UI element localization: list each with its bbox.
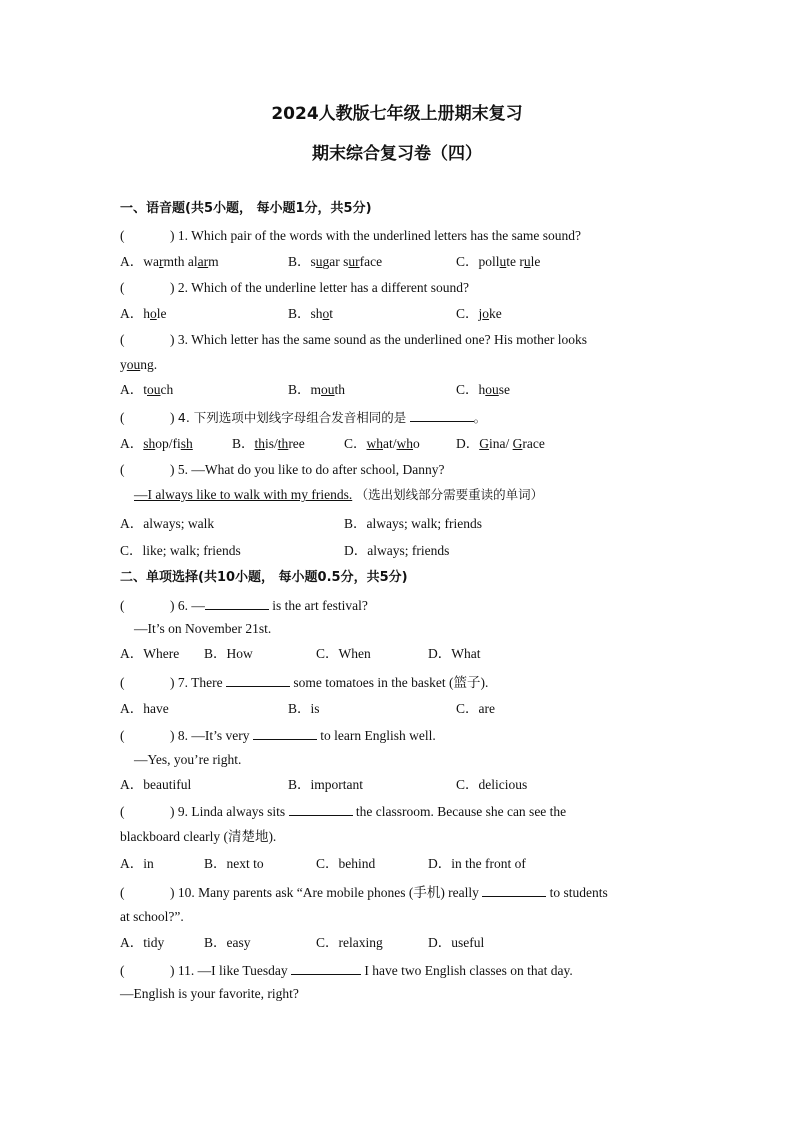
option-b: B．mouth [288, 382, 346, 397]
section-heading-single-choice: 二、单项选择(共10小题， 每小题0.5分，共5分) [120, 570, 408, 585]
answer-blank[interactable] [482, 883, 546, 897]
instruction-note: （选出划线部分需要重读的单词） [355, 487, 544, 502]
option-d: D．always; friends [344, 543, 450, 558]
question-6: ( ) 6. — is the art festival? [120, 598, 368, 613]
option-c: C．like; walk; friends [120, 543, 241, 558]
answer-paren-close: ) [170, 228, 175, 243]
question-6-reply: —It’s on November 21st. [134, 621, 272, 636]
option-d: D．What [428, 646, 481, 661]
option-b: B．is [288, 701, 320, 716]
question-11-reply: —English is your favorite, right? [120, 986, 299, 1001]
option-c: C．joke [456, 306, 502, 321]
option-c: C．behind [316, 856, 376, 871]
option-c: C．delicious [456, 777, 528, 792]
question-5: ( ) 5. —What do you like to do after school, Danny? [120, 462, 445, 477]
option-a: A．Where [120, 646, 180, 661]
option-a: A．in [120, 856, 154, 871]
question-10: ( ) 10. Many parents ask “Are mobile phones (手机) really to students [120, 885, 608, 900]
option-c: C．pollute rule [456, 254, 541, 269]
question-stem: 5. —What do you like to do after school, Danny? [177, 462, 445, 477]
question-stem: 1. Which pair of the words with the underlined letters has the same sound? [177, 228, 582, 243]
option-a: A．shop/fish [120, 436, 193, 451]
question-10-continuation: at school?”. [120, 909, 184, 924]
question-9-continuation: blackboard clearly (清楚地). [120, 829, 277, 844]
answer-blank[interactable] [253, 726, 317, 740]
option-c: C．relaxing [316, 935, 383, 950]
question-stem: 3. Which letter has the same sound as the underlined one? His mother looks [177, 332, 588, 347]
option-d: D．Gina/ Grace [456, 436, 545, 451]
document-subtitle: 期末综合复习卷（四） [312, 144, 482, 164]
option-b: B．easy [204, 935, 251, 950]
question-11: ( ) 11. —I like Tuesday I have two English classes on that day. [120, 963, 573, 978]
question-4: ( ) 4. 下列选项中划线字母组合发音相同的是 。 [120, 410, 487, 425]
question-3: ( ) 3. Which letter has the same sound as the underlined one? His mother looks [120, 332, 588, 347]
question-3-continuation: young. [120, 357, 158, 372]
option-a: A．touch [120, 382, 174, 397]
answer-blank[interactable] [291, 961, 361, 975]
question-7: ( ) 7. There some tomatoes in the basket (篮子). [120, 675, 489, 690]
option-a: A．beautiful [120, 777, 192, 792]
underlined-sentence: —I always like to walk with my friends. [134, 487, 353, 502]
option-d: D．useful [428, 935, 485, 950]
option-a: A．warmth alarm [120, 254, 219, 269]
option-c: C．are [456, 701, 495, 716]
option-b: B．sugar surface [288, 254, 383, 269]
question-stem: 4. 下列选项中划线字母组合发音相同的是 [177, 410, 407, 425]
option-a: A．always; walk [120, 516, 215, 531]
option-b: B．How [204, 646, 253, 661]
option-b: B．next to [204, 856, 264, 871]
question-8-reply: —Yes, you’re right. [134, 752, 242, 767]
option-d: D．in the front of [428, 856, 526, 871]
option-b: B．important [288, 777, 363, 792]
option-a: A．tidy [120, 935, 165, 950]
section-heading-phonetics: 一、语音题(共5小题， 每小题1分，共5分) [120, 201, 372, 216]
option-a: A．have [120, 701, 169, 716]
option-b: B．always; walk; friends [344, 516, 482, 531]
question-2: ( ) 2. Which of the underline letter has a different sound? [120, 280, 470, 295]
answer-blank[interactable] [205, 596, 269, 610]
question-stem: 2. Which of the underline letter has a different sound? [177, 280, 470, 295]
answer-blank[interactable] [289, 802, 353, 816]
question-8: ( ) 8. —It’s very to learn English well. [120, 728, 436, 743]
option-c: C．house [456, 382, 511, 397]
question-5-answer-line [134, 486, 543, 504]
option-c: C．what/who [344, 436, 420, 451]
answer-blank[interactable] [226, 673, 290, 687]
option-b: B．shot [288, 306, 334, 321]
answer-paren-open: ( [120, 228, 125, 243]
document-title: 2024人教版七年级上册期末复习 [271, 104, 523, 124]
option-c: C．When [316, 646, 371, 661]
question-9: ( ) 9. Linda always sits the classroom. Because she can see the [120, 804, 567, 819]
option-a: A．hole [120, 306, 167, 321]
option-b: B．this/three [232, 436, 305, 451]
question-1 [120, 227, 581, 245]
answer-blank[interactable] [410, 408, 474, 422]
